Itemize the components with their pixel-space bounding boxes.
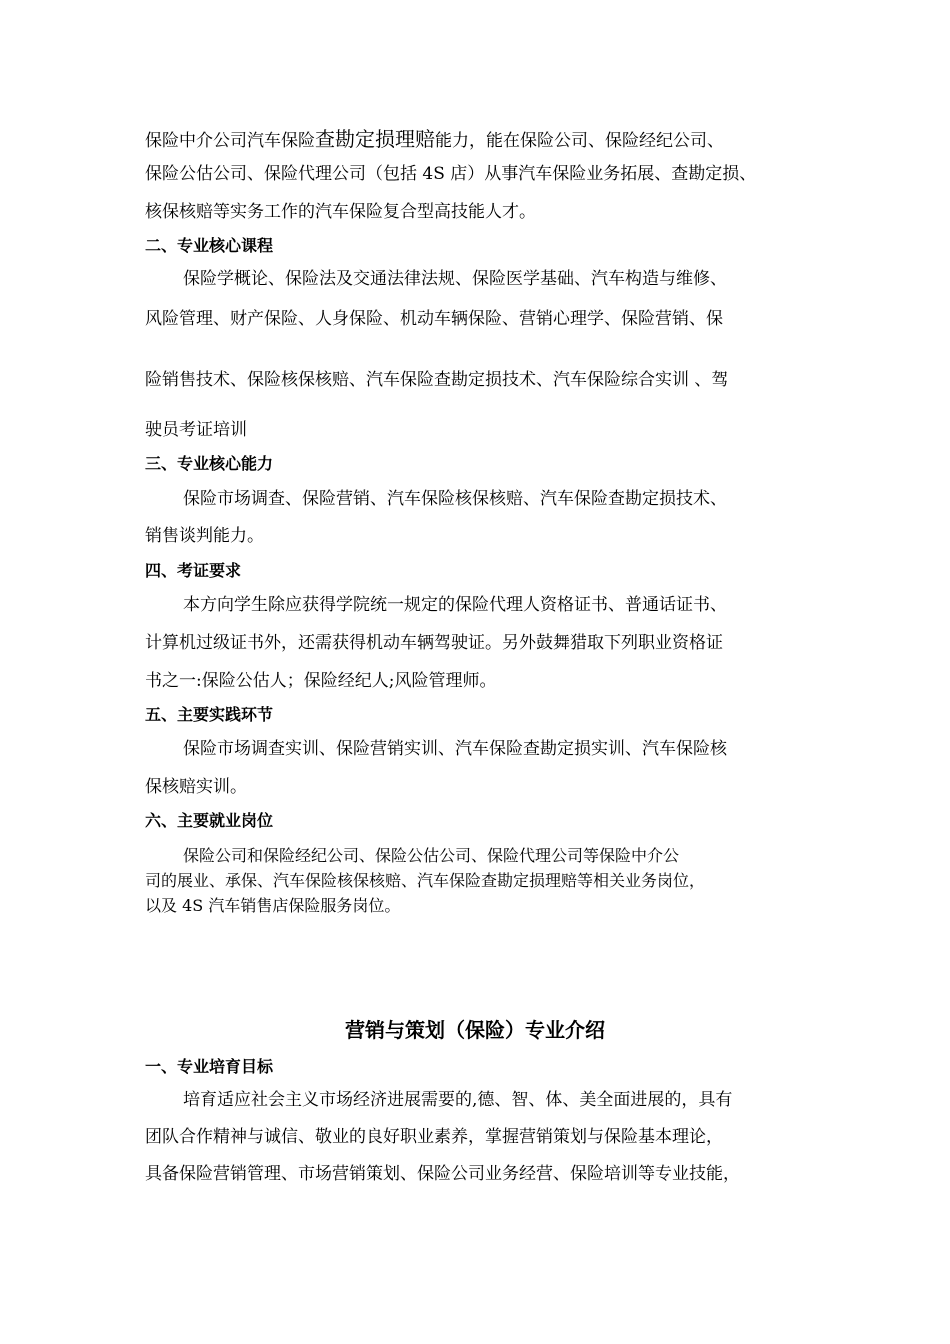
intro-line-2: 保险公估公司、保险代理公司（包括 4S 店）从事汽车保险业务拓展、查勘定损、 xyxy=(145,164,757,184)
practice-line-2: 保核赔实训。 xyxy=(145,777,247,797)
goal-line-3: 具备保险营销管理、市场营销策划、保险公司业务经营、保险培训等专业技能， xyxy=(145,1164,740,1184)
practice-line-1: 保险市场调查实训、保险营销实训、汽车保险查勘定损实训、汽车保险核 xyxy=(183,739,727,759)
heading-practice: 五、主要实践环节 xyxy=(145,705,274,724)
intro-line-3: 核保核赔等实务工作的汽车保险复合型高技能人才。 xyxy=(145,202,536,222)
heading-jobs: 六、主要就业岗位 xyxy=(145,811,274,830)
courses-line-2: 风险管理、财产保险、人身保险、机动车辆保险、营销心理学、保险营销、保 xyxy=(145,309,723,329)
heading-core-abilities: 三、专业核心能力 xyxy=(145,454,274,473)
heading-certificates: 四、考证要求 xyxy=(145,561,242,580)
jobs-line-1: 保险公司和保险经纪公司、保险公估公司、保险代理公司等保险中介公 xyxy=(183,846,680,865)
ability-line-2: 销售谈判能力。 xyxy=(145,526,264,546)
courses-line-4: 驶员考证培训 xyxy=(145,420,247,440)
goal-line-1: 培育适应社会主义市场经济进展需要的,德、智、体、美全面进展的，具有 xyxy=(183,1090,733,1110)
goal-line-2: 团队合作精神与诚信、敬业的良好职业素养，掌握营销策划与保险基本理论， xyxy=(145,1127,723,1147)
intro-line-1-post: 能力，能在保险公司、保险经纪公司、 xyxy=(435,131,724,151)
cert-line-2: 计算机过级证书外，还需获得机动车辆驾驶证。另外鼓舞猎取下列职业资格证 xyxy=(145,633,723,653)
courses-line-3: 险销售技术、保险核保核赔、汽车保险查勘定损技术、汽车保险综合实训 、驾 xyxy=(145,370,729,390)
cert-line-1: 本方向学生除应获得学院统一规定的保险代理人资格证书、普通话证书、 xyxy=(183,595,727,615)
intro-line-1 xyxy=(145,129,724,150)
intro-line-1-emph: 查勘定损理赔 xyxy=(315,127,435,151)
jobs-line-2: 司的展业、承保、汽车保险核保核赔、汽车保险查勘定损理赔等相关业务岗位， xyxy=(145,871,706,890)
intro-line-1-pre: 保险中介公司汽车保险 xyxy=(145,131,315,151)
heading-training-goal: 一、专业培育目标 xyxy=(145,1057,274,1076)
section-title-marketing: 营销与策划（保险）专业介绍 xyxy=(345,1018,605,1042)
courses-line-1: 保险学概论、保险法及交通法律法规、保险医学基础、汽车构造与维修、 xyxy=(183,269,727,289)
heading-core-courses: 二、专业核心课程 xyxy=(145,236,274,255)
ability-line-1: 保险市场调查、保险营销、汽车保险核保核赔、汽车保险查勘定损技术、 xyxy=(183,489,727,509)
cert-line-3: 书之一:保险公估人；保险经纪人;风险管理师。 xyxy=(145,671,497,691)
jobs-line-3: 以及 4S 汽车销售店保险服务岗位。 xyxy=(145,896,401,915)
